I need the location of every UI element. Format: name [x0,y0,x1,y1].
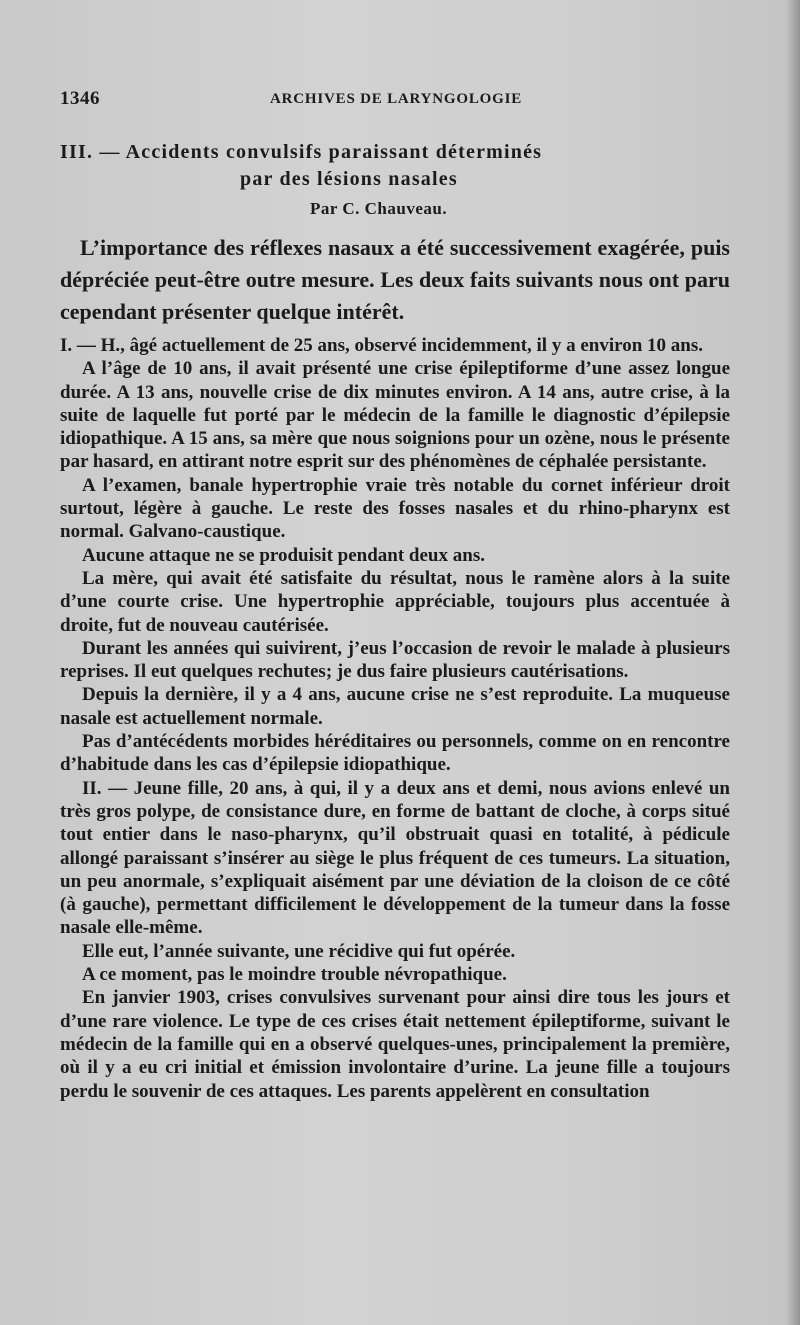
paragraph: En janvier 1903, crises convulsives survenant pour ainsi dire tous les jours et d’une rare violence. Le type de ces crises était nettement épileptiforme, suivant le médecin de la famille qui en a observé quelques-unes, principalement la première, où il y a eu cri initial et émission involontaire d’urine. La jeune fille a toujours perdu le souvenir de ces attaques. Les parents appelèrent en consultation [60,987,730,1102]
paragraph: A ce moment, pas le moindre trouble névropathique. [82,964,507,986]
article-title-line-2: par des lésions nasales [240,168,458,190]
page-number: 1346 [60,88,100,109]
paragraph: A l’examen, banale hypertrophie vraie très notable du cornet inférieur droit surtout, légère à gauche. Le reste des fosses nasales et du rhino-pharynx est normal. Galvano-caustique. [60,474,730,543]
paragraph: Pas d’antécédents morbides héréditaires ou personnels, comme on en rencontre d’habitude dans les cas d’épilepsie idiopathique. [60,731,730,776]
running-title: ARCHIVES DE LARYNGOLOGIE [270,91,523,107]
paragraph-case-2: II. — Jeune fille, 20 ans, à qui, il y a deux ans et demi, nous avions enlevé un très gros polype, de consistance dure, en forme de battant de cloche, à corps situé tout entier dans le naso-pharynx, qu’il obstruait quasi en totalité, à pédicule allongé paraissant s’insérer au siège le plus fréquent de ces tumeurs. La situation, un peu anormale, s’expliquait aisément par une déviation de la cloison de ce côté (à gauche), permettant difficilement le développement de la tumeur dans la fosse nasale elle-même. [60,777,730,939]
intro-paragraph: L’importance des réflexes nasaux a été successivement exagérée, puis dépréciée peut-être outre mesure. Les deux faits suivants nous ont paru cependant présenter quelque intérêt. [60,235,730,324]
paragraph: Depuis la dernière, il y a 4 ans, aucune crise ne s’est reproduite. La muqueuse nasale est actuellement normale. [60,684,730,729]
paragraph-case-1-heading: I. — H., âgé actuellement de 25 ans, observé incidemment, il y a environ 10 ans. [60,335,703,356]
paragraph: La mère, qui avait été satisfaite du résultat, nous le ramène alors à la suite d’une courte crise. Une hypertrophie appréciable, toujours plus accentuée à droite, fut de nouveau cautérisée. [60,567,730,636]
article-body [60,232,730,1103]
article-title-block [60,141,730,219]
page-header [60,88,740,112]
paragraph: Durant les années qui suivirent, j’eus l’occasion de revoir le malade à plusieurs reprises. Il eut quelques rechutes; je dus faire plusieurs cautérisations. [60,637,730,683]
paragraph: A l’âge de 10 ans, il avait présenté une crise épileptiforme d’une assez longue durée. A 13 ans, nouvelle crise de dix minutes environ. A 14 ans, autre crise, à la suite de laquelle fut porté par le médecin de la famille le diagnostic d’épilepsie idiopathique. A 15 ans, sa mère que nous soignions pour un ozène, nous le présente par hasard, en attirant notre esprit sur des phénomènes de céphalée persistante. [60,358,730,473]
article-title-line-1: III. — Accidents convulsifs paraissant déterminés [60,141,543,163]
page-edge-shadow [786,0,800,1325]
article-author: Par C. Chauveau. [310,199,448,218]
paragraph: Elle eut, l’année suivante, une récidive qui fut opérée. [82,940,516,962]
paragraph: Aucune attaque ne se produisit pendant deux ans. [82,544,485,566]
